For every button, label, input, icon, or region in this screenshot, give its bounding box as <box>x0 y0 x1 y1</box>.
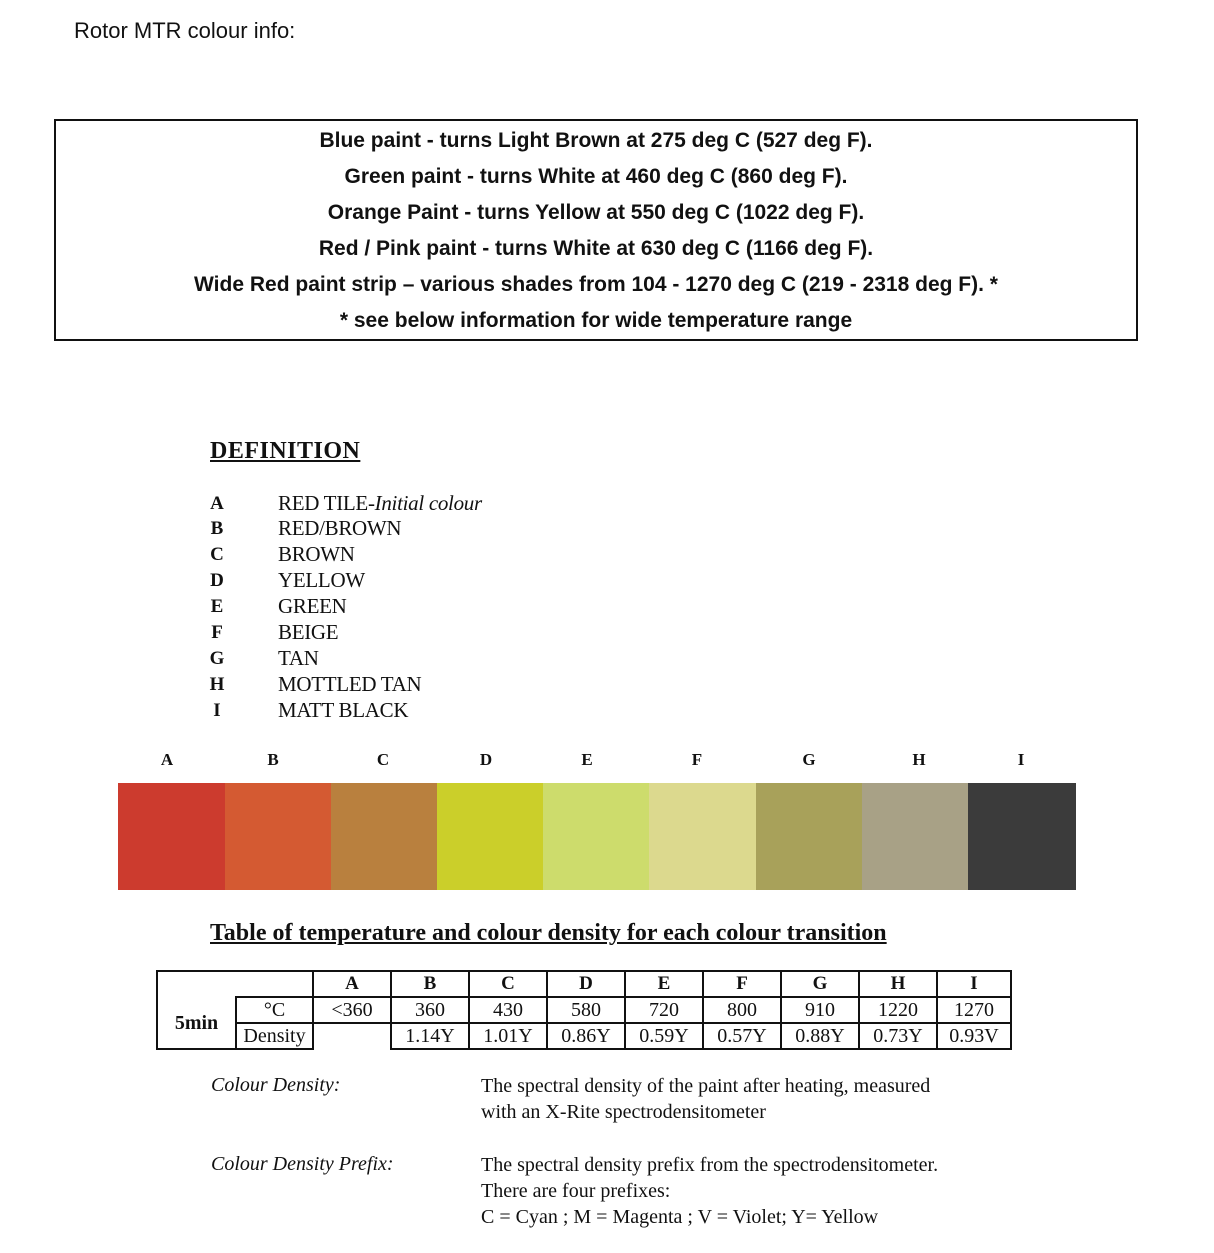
definition-letter: D <box>210 570 224 591</box>
definition-letter: E <box>210 596 224 617</box>
colour-density-prefix-description <box>481 1152 938 1230</box>
definition-heading: DEFINITION <box>210 438 361 464</box>
unit-label: °C <box>236 997 313 1023</box>
column-header: H <box>859 971 937 997</box>
column-header: D <box>547 971 625 997</box>
column-header: B <box>391 971 469 997</box>
swatch-label-i: I <box>1017 750 1025 769</box>
definition-letter: G <box>209 648 225 669</box>
info-line-blue: Blue paint - turns Light Brown at 275 deg C (527 deg F). <box>319 129 873 152</box>
definition-text: MATT BLACK <box>278 698 409 722</box>
swatch-beige <box>649 783 756 890</box>
swatch-label-h: H <box>912 750 926 769</box>
info-line-green: Green paint - turns White at 460 deg C (860 deg F). <box>344 165 848 188</box>
swatch-label-f: F <box>691 750 703 769</box>
temperature-cell: <360 <box>313 997 391 1023</box>
swatch-label-g: G <box>802 750 816 769</box>
definition-text: RED/BROWN <box>278 516 402 540</box>
density-cell: 1.14Y <box>391 1023 469 1049</box>
colour-density-description <box>481 1073 930 1125</box>
note-line: There are four prefixes: <box>481 1180 671 1202</box>
column-header: I <box>937 971 1011 997</box>
definition-text: TAN <box>278 646 319 670</box>
temperature-cell: 720 <box>625 997 703 1023</box>
paint-info-box <box>54 119 1138 341</box>
density-cell: 0.73Y <box>859 1023 937 1049</box>
column-header: A <box>313 971 391 997</box>
note-line: The spectral density prefix from the spectrodensitometer. <box>481 1154 939 1176</box>
definition-letter: C <box>210 544 224 565</box>
info-line-footnote: * see below information for wide temperature range <box>339 309 853 332</box>
definition-text: RED TILE-Initial colour <box>278 491 482 515</box>
swatch-label-a: A <box>160 750 174 769</box>
table-caption: Table of temperature and colour density for each colour transition <box>210 920 887 946</box>
temperature-cell: 800 <box>703 997 781 1023</box>
swatch-label-c: C <box>376 750 390 769</box>
colour-density-label: Colour Density: <box>211 1074 341 1096</box>
column-header: C <box>469 971 547 997</box>
definition-letter: F <box>211 622 223 643</box>
swatch-label-d: D <box>479 750 493 769</box>
swatch-label-b: B <box>267 750 279 769</box>
density-cell: 0.57Y <box>703 1023 781 1049</box>
note-line: C = Cyan ; M = Magenta ; V = Violet; Y= Yellow <box>481 1206 879 1228</box>
definition-letter: A <box>210 493 224 514</box>
swatch-brown <box>331 783 437 890</box>
density-cell: 0.88Y <box>781 1023 859 1049</box>
definition-text: BROWN <box>278 542 355 566</box>
table-row-density <box>157 1023 1011 1049</box>
temperature-cell: 910 <box>781 997 859 1023</box>
temperature-cell: 1270 <box>937 997 1011 1023</box>
info-line-red-pink: Red / Pink paint - turns White at 630 deg C (1166 deg F). <box>318 237 874 260</box>
swatch-red-brown <box>225 783 331 890</box>
note-line: with an X-Rite spectrodensitometer <box>481 1101 766 1123</box>
temperature-cell: 580 <box>547 997 625 1023</box>
density-label: Density <box>236 1023 313 1049</box>
swatch-red-tile <box>118 783 225 890</box>
table-row-temperature <box>157 997 1011 1023</box>
definition-text: YELLOW <box>278 568 365 592</box>
definition-text: GREEN <box>278 594 347 618</box>
temperature-cell: 1220 <box>859 997 937 1023</box>
density-cell <box>313 1023 391 1049</box>
density-cell: 0.86Y <box>547 1023 625 1049</box>
definition-letter: B <box>210 518 224 539</box>
colour-density-prefix-label: Colour Density Prefix: <box>211 1153 394 1175</box>
density-cell: 0.93V <box>937 1023 1011 1049</box>
density-cell: 0.59Y <box>625 1023 703 1049</box>
density-cell: 1.01Y <box>469 1023 547 1049</box>
info-line-wide-red: Wide Red paint strip – various shades from 104 - 1270 deg C (219 - 2318 deg F). * <box>194 273 998 296</box>
definition-text: MOTTLED TAN <box>278 672 422 696</box>
temperature-cell: 360 <box>391 997 469 1023</box>
definition-letter: H <box>209 674 225 695</box>
column-header: F <box>703 971 781 997</box>
column-header: G <box>781 971 859 997</box>
definition-text: BEIGE <box>278 620 339 644</box>
info-line-orange: Orange Paint - turns Yellow at 550 deg C (1022 deg F). <box>327 201 865 224</box>
column-header: E <box>625 971 703 997</box>
swatch-green <box>543 783 649 890</box>
definition-letter: I <box>213 700 221 721</box>
temperature-cell: 430 <box>469 997 547 1023</box>
swatch-matt-black <box>968 783 1076 890</box>
swatch-tan <box>756 783 862 890</box>
swatch-label-e: E <box>581 750 593 769</box>
swatch-mottled-tan <box>862 783 968 890</box>
swatch-yellow <box>437 783 543 890</box>
table-header-row <box>157 971 1011 997</box>
page-title: Rotor MTR colour info: <box>74 18 296 43</box>
time-cell: 5min <box>157 997 236 1049</box>
temperature-density-table <box>156 970 1012 1050</box>
note-line: The spectral density of the paint after heating, measured <box>481 1075 931 1097</box>
